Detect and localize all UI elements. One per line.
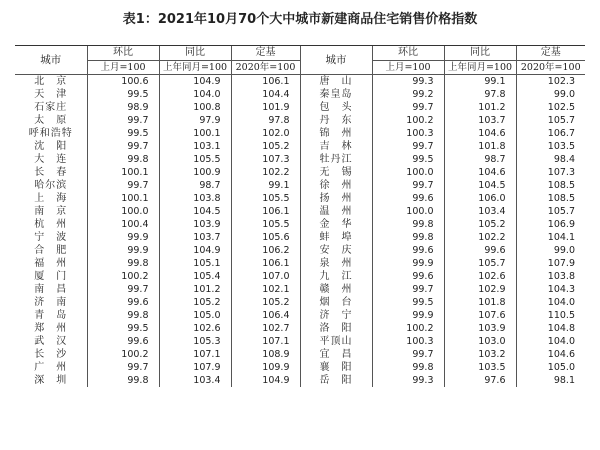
mom-cell: 99.7 [372,101,444,114]
table-row [15,296,585,309]
base-cell: 106.1 [231,257,300,270]
base-cell: 104.3 [516,283,585,296]
city-cell: 洛 阳 [300,322,372,335]
mom-cell: 99.7 [372,179,444,192]
mom-cell: 99.6 [87,296,159,309]
base-cell: 106.2 [231,244,300,257]
city-cell: 扬 州 [300,192,372,205]
yoy-cell: 102.6 [444,270,516,283]
city-cell: 徐 州 [300,179,372,192]
table-row [15,205,585,218]
city-cell: 长 沙 [34,348,68,360]
city-cell: 丹 东 [300,114,372,127]
header-mom-base-left: 上月=100 [87,61,159,75]
mom-cell: 100.2 [87,270,159,283]
yoy-cell: 97.9 [159,114,231,127]
city-cell: 南 昌 [34,283,68,295]
mom-cell: 99.7 [87,361,159,374]
yoy-cell: 104.0 [159,88,231,101]
yoy-cell: 103.0 [444,335,516,348]
city-cell: 武 汉 [34,335,68,347]
mom-cell: 99.6 [372,192,444,205]
table-row [15,361,585,374]
city-cell: 宜 昌 [300,348,372,361]
base-cell: 104.1 [516,231,585,244]
city-cell: 广 州 [34,361,68,373]
city-cell: 济 南 [34,296,68,308]
city-cell: 吉 林 [300,140,372,153]
yoy-cell: 99.1 [444,75,516,89]
mom-cell: 99.7 [372,140,444,153]
mom-cell: 98.9 [87,101,159,114]
yoy-cell: 104.6 [444,127,516,140]
base-cell: 105.7 [516,205,585,218]
mom-cell: 100.2 [372,322,444,335]
city-cell: 石家庄 [34,101,68,113]
header-yoy-base-right: 上年同月=100 [444,61,516,75]
yoy-cell: 107.9 [159,361,231,374]
base-cell: 105.7 [516,114,585,127]
mom-cell: 99.8 [87,153,159,166]
city-cell: 青 岛 [34,309,68,321]
yoy-cell: 104.5 [159,205,231,218]
base-cell: 106.4 [231,309,300,322]
yoy-cell: 100.9 [159,166,231,179]
yoy-cell: 104.5 [444,179,516,192]
city-cell: 锦 州 [300,127,372,140]
mom-cell: 99.9 [87,231,159,244]
mom-cell: 99.8 [87,309,159,322]
city-cell: 温 州 [300,205,372,218]
base-cell: 107.0 [231,270,300,283]
base-cell: 107.1 [231,335,300,348]
mom-cell: 99.2 [372,88,444,101]
base-cell: 104.8 [516,322,585,335]
mom-cell: 99.7 [372,348,444,361]
yoy-cell: 103.8 [159,192,231,205]
table-row [15,231,585,244]
yoy-cell: 103.9 [444,322,516,335]
base-cell: 101.9 [231,101,300,114]
mom-cell: 99.5 [372,153,444,166]
yoy-cell: 106.0 [444,192,516,205]
city-cell: 岳 阳 [300,374,372,387]
city-cell: 长 春 [34,166,68,178]
city-cell: 合 肥 [34,244,68,256]
city-cell: 厦 门 [34,270,68,282]
mom-cell: 99.7 [87,179,159,192]
yoy-cell: 101.8 [444,296,516,309]
table-title: 表1：2021年10月70个大中城市新建商品住宅销售价格指数 [122,12,478,27]
base-cell: 107.3 [231,153,300,166]
city-cell: 安 庆 [300,244,372,257]
table-row [15,192,585,205]
yoy-cell: 105.7 [444,257,516,270]
yoy-cell: 97.6 [444,374,516,387]
mom-cell: 100.0 [87,205,159,218]
yoy-cell: 100.8 [159,101,231,114]
price-index-table [15,45,585,387]
yoy-cell: 101.2 [444,101,516,114]
base-cell: 106.1 [231,205,300,218]
table-row [15,335,585,348]
city-cell: 赣 州 [300,283,372,296]
base-cell: 98.1 [516,374,585,387]
header-mom-base-right: 上月=100 [372,61,444,75]
mom-cell: 99.6 [87,335,159,348]
base-cell: 102.7 [231,322,300,335]
city-cell: 福 州 [34,257,68,269]
base-cell: 109.9 [231,361,300,374]
yoy-cell: 105.2 [159,296,231,309]
base-cell: 110.5 [516,309,585,322]
yoy-cell: 105.2 [444,218,516,231]
yoy-cell: 100.1 [159,127,231,140]
city-cell: 深 圳 [34,374,68,386]
mom-cell: 99.5 [372,296,444,309]
base-cell: 99.0 [516,244,585,257]
city-cell: 南 京 [34,205,68,217]
mom-cell: 100.1 [87,192,159,205]
table-row [15,101,585,114]
base-cell: 104.4 [231,88,300,101]
mom-cell: 100.2 [372,114,444,127]
table-row [15,114,585,127]
table-row [15,270,585,283]
mom-cell: 100.1 [87,166,159,179]
table-row [15,140,585,153]
table-row [15,218,585,231]
base-cell: 102.3 [516,75,585,89]
base-cell: 105.5 [231,192,300,205]
yoy-cell: 98.7 [159,179,231,192]
base-cell: 106.9 [516,218,585,231]
city-cell: 襄 阳 [300,361,372,374]
table-row [15,88,585,101]
yoy-cell: 102.6 [159,322,231,335]
yoy-cell: 103.7 [444,114,516,127]
base-cell: 103.5 [516,140,585,153]
base-cell: 99.0 [516,88,585,101]
mom-cell: 99.5 [87,127,159,140]
city-cell: 大 连 [34,153,68,165]
table-row [15,244,585,257]
yoy-cell: 104.9 [159,244,231,257]
base-cell: 102.5 [516,101,585,114]
table-row [15,166,585,179]
base-cell: 102.1 [231,283,300,296]
base-cell: 105.6 [231,231,300,244]
mom-cell: 99.7 [87,283,159,296]
yoy-cell: 102.2 [444,231,516,244]
yoy-cell: 103.1 [159,140,231,153]
base-cell: 104.0 [516,335,585,348]
city-cell: 秦皇岛 [300,88,372,101]
base-cell: 105.5 [231,218,300,231]
mom-cell: 99.6 [372,270,444,283]
city-cell: 济 宁 [300,309,372,322]
mom-cell: 99.9 [372,309,444,322]
base-cell: 105.2 [231,296,300,309]
base-cell: 106.7 [516,127,585,140]
city-cell: 蚌 埠 [300,231,372,244]
table-row [15,374,585,387]
header-city-right: 城市 [300,46,372,75]
base-cell: 105.0 [516,361,585,374]
city-cell: 哈尔滨 [34,179,68,191]
yoy-cell: 101.8 [444,140,516,153]
base-cell: 108.9 [231,348,300,361]
yoy-cell: 102.9 [444,283,516,296]
base-cell: 104.9 [231,374,300,387]
yoy-cell: 99.6 [444,244,516,257]
mom-cell: 99.8 [87,374,159,387]
mom-cell: 99.3 [372,75,444,89]
yoy-cell: 103.4 [444,205,516,218]
base-cell: 108.5 [516,192,585,205]
base-cell: 107.9 [516,257,585,270]
table-row [15,257,585,270]
mom-cell: 100.4 [87,218,159,231]
mom-cell: 99.9 [372,257,444,270]
table-row [15,283,585,296]
yoy-cell: 103.2 [444,348,516,361]
yoy-cell: 104.9 [159,75,231,89]
yoy-cell: 103.5 [444,361,516,374]
header-fixed-base-left: 2020年=100 [231,61,300,75]
mom-cell: 99.8 [372,231,444,244]
mom-cell: 99.8 [87,257,159,270]
city-cell: 九 江 [300,270,372,283]
city-cell: 金 华 [300,218,372,231]
table-row [15,179,585,192]
base-cell: 107.3 [516,166,585,179]
mom-cell: 99.6 [372,244,444,257]
base-cell: 99.1 [231,179,300,192]
base-cell: 104.0 [516,296,585,309]
header-base-right: 定基 [516,46,585,61]
base-cell: 103.8 [516,270,585,283]
header-city-left: 城市 [15,46,87,75]
yoy-cell: 103.4 [159,374,231,387]
city-cell: 北 京 [34,75,68,87]
mom-cell: 100.2 [87,348,159,361]
city-cell: 上 海 [34,192,68,204]
mom-cell: 99.7 [87,114,159,127]
mom-cell: 99.7 [87,140,159,153]
mom-cell: 99.8 [372,218,444,231]
mom-cell: 100.6 [87,75,159,89]
yoy-cell: 107.6 [444,309,516,322]
table-row [15,153,585,166]
city-cell: 太 原 [34,114,68,126]
base-cell: 104.6 [516,348,585,361]
base-cell: 97.8 [231,114,300,127]
mom-cell: 100.3 [372,335,444,348]
city-cell: 包 头 [300,101,372,114]
mom-cell: 100.0 [372,166,444,179]
city-cell: 无 锡 [300,166,372,179]
mom-cell: 99.7 [372,283,444,296]
header-base-left: 定基 [231,46,300,61]
mom-cell: 99.9 [87,244,159,257]
mom-cell: 100.3 [372,127,444,140]
city-cell: 天 津 [34,88,68,100]
yoy-cell: 105.1 [159,257,231,270]
city-cell: 平顶山 [300,335,372,348]
city-cell: 泉 州 [300,257,372,270]
yoy-cell: 105.4 [159,270,231,283]
city-cell: 呼和浩特 [28,127,73,139]
yoy-cell: 104.6 [444,166,516,179]
header-fixed-base-right: 2020年=100 [516,61,585,75]
table-row [15,348,585,361]
yoy-cell: 107.1 [159,348,231,361]
header-yoy-left: 同比 [159,46,231,61]
base-cell: 106.1 [231,75,300,89]
header-yoy-right: 同比 [444,46,516,61]
city-cell: 宁 波 [34,231,68,243]
base-cell: 108.5 [516,179,585,192]
mom-cell: 99.3 [372,374,444,387]
base-cell: 105.2 [231,140,300,153]
yoy-cell: 105.5 [159,153,231,166]
header-mom-left: 环比 [87,46,159,61]
mom-cell: 99.5 [87,322,159,335]
mom-cell: 100.0 [372,205,444,218]
city-cell: 沈 阳 [34,140,68,152]
city-cell: 烟 台 [300,296,372,309]
mom-cell: 99.5 [87,88,159,101]
base-cell: 98.4 [516,153,585,166]
yoy-cell: 103.9 [159,218,231,231]
yoy-cell: 98.7 [444,153,516,166]
city-cell: 牡丹江 [300,153,372,166]
table-row [15,127,585,140]
yoy-cell: 97.8 [444,88,516,101]
header-yoy-base-left: 上年同月=100 [159,61,231,75]
city-cell: 杭 州 [34,218,68,230]
city-cell: 唐 山 [300,75,372,89]
yoy-cell: 105.3 [159,335,231,348]
yoy-cell: 105.0 [159,309,231,322]
base-cell: 102.0 [231,127,300,140]
city-cell: 郑 州 [34,322,68,334]
base-cell: 102.2 [231,166,300,179]
yoy-cell: 103.7 [159,231,231,244]
yoy-cell: 101.2 [159,283,231,296]
mom-cell: 99.8 [372,361,444,374]
table-row [15,322,585,335]
table-row [15,309,585,322]
header-mom-right: 环比 [372,46,444,61]
table-row [15,75,585,89]
